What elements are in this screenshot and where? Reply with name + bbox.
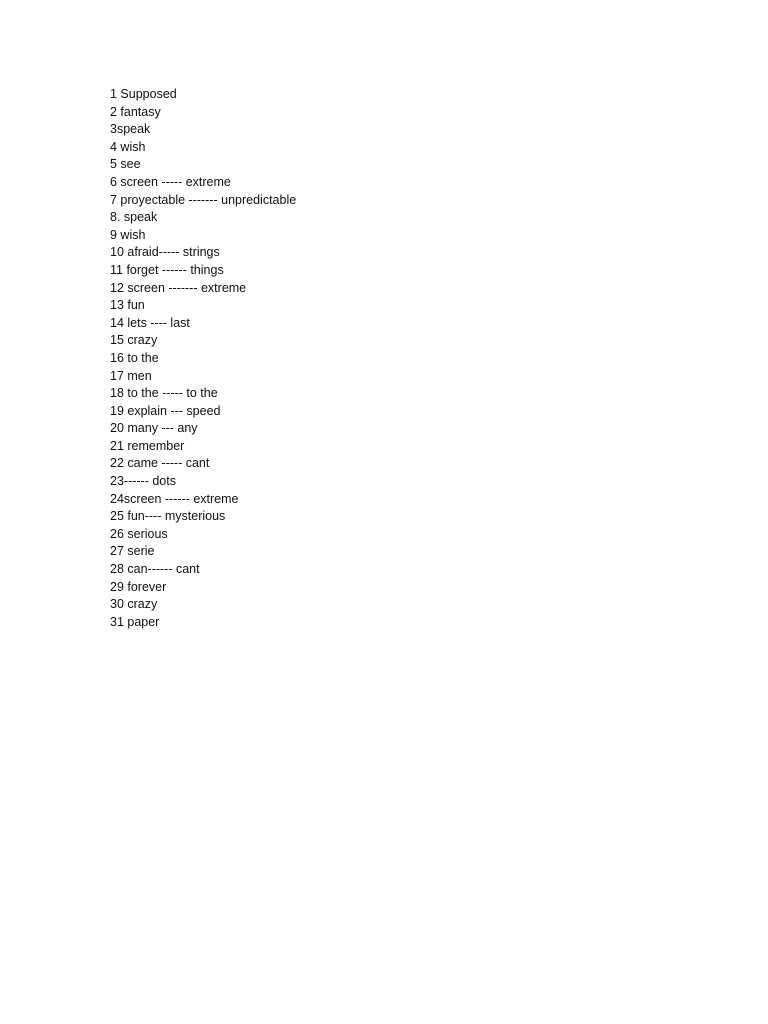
answer-line: 30 crazy bbox=[110, 597, 158, 612]
answer-line: 15 crazy bbox=[110, 333, 158, 348]
answer-line: 21 remember bbox=[110, 438, 185, 453]
answer-line: 23------ dots bbox=[110, 474, 176, 489]
answer-line: 7 proyectable ------- unpredictable bbox=[110, 192, 297, 207]
answer-line: 22 came ----- cant bbox=[110, 456, 210, 471]
answer-line: 18 to the ----- to the bbox=[110, 386, 218, 401]
answer-line: 25 fun---- mysterious bbox=[110, 509, 226, 524]
answer-list bbox=[110, 86, 296, 631]
answer-line: 3speak bbox=[110, 122, 151, 137]
answer-line: 2 fantasy bbox=[110, 104, 161, 119]
answer-line: 20 many --- any bbox=[110, 421, 198, 436]
answer-line: 10 afraid----- strings bbox=[110, 245, 220, 260]
answer-line: 5 see bbox=[110, 157, 141, 172]
answer-line: 13 fun bbox=[110, 298, 145, 313]
answer-line: 28 can------ cant bbox=[110, 562, 200, 577]
answer-line: 24screen ------ extreme bbox=[110, 491, 239, 506]
answer-line: 17 men bbox=[110, 368, 152, 383]
answer-line: 6 screen ----- extreme bbox=[110, 174, 231, 189]
answer-line: 26 serious bbox=[110, 526, 168, 541]
answer-line: 4 wish bbox=[110, 139, 146, 154]
answer-line: 8. speak bbox=[110, 210, 158, 225]
answer-line: 31 paper bbox=[110, 614, 160, 629]
answer-line: 1 Supposed bbox=[110, 87, 177, 101]
answer-line: 16 to the bbox=[110, 350, 159, 365]
answer-line: 29 forever bbox=[110, 579, 167, 594]
answer-line: 11 forget ------ things bbox=[110, 262, 224, 277]
answer-line: 9 wish bbox=[110, 227, 146, 242]
answer-line: 14 lets ---- last bbox=[110, 315, 190, 330]
answer-line: 12 screen ------- extreme bbox=[110, 280, 247, 295]
answer-line: 19 explain --- speed bbox=[110, 403, 221, 418]
answer-line: 27 serie bbox=[110, 544, 155, 559]
